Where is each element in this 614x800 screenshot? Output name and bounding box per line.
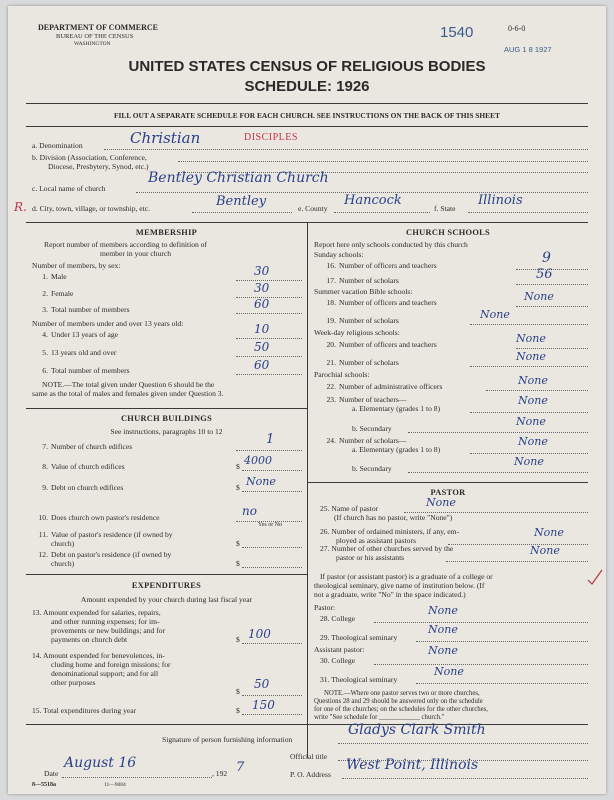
membership-intro-2: member in your church: [100, 249, 172, 258]
form-code-2: 11—9084: [104, 782, 126, 788]
q24-label: 24. Number of scholars—: [326, 436, 407, 445]
denomination-value: Christian: [130, 129, 201, 147]
q31-line: [416, 683, 588, 684]
pastor-subhead: Pastor:: [314, 603, 336, 612]
q26-label-2: ployed as assistant pastors: [336, 536, 416, 545]
q26-label: 26. Number of ordained ministers, if any, em-: [320, 527, 460, 536]
q16-label: 16. Number of officers and teachers: [326, 261, 437, 270]
membership-note-2: same as the total of males and females given under Question 3.: [32, 389, 224, 398]
q20-value: None: [516, 332, 546, 345]
q9-dollar: $: [236, 483, 240, 492]
date-label: Date: [44, 769, 59, 778]
q23a-value: None: [518, 394, 548, 407]
q14-dollar: $: [236, 687, 240, 696]
q12-line: [242, 567, 302, 568]
q9-label: 9. Debt on church edifices: [42, 483, 124, 492]
assistant-subhead: Assistant pastor:: [314, 645, 365, 654]
census-schedule-page: [8, 6, 606, 794]
q5-value: 50: [254, 340, 270, 354]
q24b-label: b. Secondary: [352, 464, 392, 473]
header-rule: [26, 103, 588, 104]
q22-line: [486, 390, 588, 391]
stamp-code: 0-6-0: [508, 24, 526, 33]
schools-heading: CHURCH SCHOOLS: [405, 228, 490, 237]
q23b-label: b. Secondary: [352, 424, 392, 433]
q12-label: 12. Debt on pastor's residence (if owned by: [38, 550, 172, 559]
buildings-intro: See instructions, paragraphs 10 to 12: [110, 427, 223, 436]
disciples-stamp: DISCIPLES: [244, 132, 298, 143]
buildings-rule: [26, 408, 307, 409]
summer-schools-label: Summer vacation Bible schools:: [314, 287, 413, 296]
q14-label-1: 14. Amount expended for benevolences, in-: [32, 651, 165, 660]
parochial-schools-label: Parochial schools:: [314, 370, 370, 379]
q1-label: 1. Male: [42, 272, 67, 281]
graduate-para-2: theological seminary, give name of institution below. (If: [314, 581, 485, 590]
q23a-line: [470, 412, 588, 413]
q17-line: [516, 284, 588, 285]
po-address-line: [342, 778, 588, 779]
q11-line: [242, 547, 302, 548]
q15-value: 150: [252, 698, 275, 712]
q9-line: [242, 491, 302, 492]
q13-line: [242, 643, 302, 644]
q18-label: 18. Number of officers and teachers: [326, 298, 437, 307]
q22-label: 22. Number of administrative officers: [326, 382, 443, 391]
instruction-banner: FILL OUT A SEPARATE SCHEDULE FOR EACH CHURCH. SEE INSTRUCTIONS ON THE BACK OF THIS SHEET: [114, 111, 500, 120]
q8-label: 8. Value of church edifices: [42, 462, 125, 471]
division-label: b. Division (Association, Conference,: [32, 153, 147, 162]
q13-value: 100: [248, 627, 271, 641]
q27-line: [446, 561, 588, 562]
q11-dollar: $: [236, 539, 240, 548]
r-mark: R.: [14, 200, 27, 214]
q31-label: 31. Theological seminary: [320, 675, 398, 684]
q31-value: None: [434, 665, 464, 678]
q8-value: 4000: [244, 454, 272, 467]
q20-line: [516, 348, 588, 349]
year-value: 7: [236, 760, 245, 775]
q15-label: 15. Total expenditures during year: [32, 706, 137, 715]
local-name-label: c. Local name of church: [32, 184, 106, 193]
q27-value: None: [530, 544, 560, 557]
q24a-label: a. Elementary (grades 1 to 8): [352, 445, 441, 454]
q16-value: 9: [542, 250, 551, 266]
signature-value: Gladys Clark Smith: [348, 722, 486, 738]
city-label: d. City, town, village, or township, etc.: [32, 204, 151, 213]
q17-value: 56: [536, 267, 553, 282]
q9-value: None: [246, 475, 276, 488]
q29-label: 29. Theological seminary: [320, 633, 398, 642]
q17-label: 17. Number of scholars: [326, 276, 399, 285]
q28-line: [374, 622, 588, 623]
received-date-stamp: AUG 1 8 1927: [504, 45, 552, 54]
county-line: [334, 212, 430, 213]
q15-line: [242, 714, 302, 715]
q30-value: None: [428, 644, 458, 657]
denomination-line: [104, 149, 588, 150]
expenditures-intro: Amount expended by your church during last fiscal year: [80, 595, 253, 604]
yes-no-hint: Yes or No: [258, 522, 283, 528]
schools-intro: Report here only schools conducted by this church: [314, 240, 468, 249]
q23b-line: [408, 432, 588, 433]
q22-value: None: [518, 374, 548, 387]
q21-label: 21. Number of scholars: [326, 358, 399, 367]
q15-dollar: $: [236, 706, 240, 715]
q8-dollar: $: [236, 462, 240, 471]
schedule-title: SCHEDULE: 1926: [244, 78, 370, 95]
q4-line: [236, 338, 302, 339]
q3-value: 60: [254, 297, 270, 311]
q4-label: 4. Under 13 years of age: [42, 330, 119, 339]
q14-label-2: cluding home and foreign missions; for: [51, 660, 171, 669]
official-title-label: Official title: [290, 752, 328, 761]
department-name: DEPARTMENT OF COMMERCE: [38, 23, 159, 32]
q25-value: None: [426, 496, 456, 509]
q3-line: [236, 313, 302, 314]
q28-label: 28. College: [320, 614, 356, 623]
expenditures-rule: [26, 574, 307, 575]
q23b-value: None: [516, 415, 546, 428]
bureau-city: WASHINGTON: [74, 41, 111, 47]
q18-line: [516, 306, 588, 307]
q13-label-2: and other running expenses; for im-: [51, 617, 160, 626]
q6-value: 60: [254, 358, 270, 372]
margin-check-mark: [586, 568, 604, 588]
footer-rule: [26, 724, 588, 725]
q3-label: 3. Total number of members: [42, 305, 130, 314]
year-prefix: , 192: [212, 769, 228, 778]
q26-value: None: [534, 526, 564, 539]
q8-line: [242, 470, 302, 471]
q14-line: [242, 695, 302, 696]
date-line: [62, 777, 212, 778]
q7-line: [236, 450, 302, 451]
q29-value: None: [428, 623, 458, 636]
q30-line: [374, 664, 588, 665]
state-line: [468, 212, 588, 213]
q14-label-4: other purposes: [51, 678, 96, 687]
graduate-para-1: If pastor (or assistant pastor) is a graduate of a college or: [320, 572, 493, 581]
expenditures-heading: EXPENDITURES: [131, 581, 202, 590]
pastor-note: NOTE.—Where one pastor serves two or more churches,: [324, 690, 480, 697]
county-value: Hancock: [344, 193, 402, 208]
state-value: Illinois: [478, 193, 523, 208]
q12-dollar: $: [236, 559, 240, 568]
q24b-line: [408, 472, 588, 473]
q11-label: 11. Value of pastor's residence (if owned by: [38, 530, 173, 539]
q27-label: 27. Number of other churches served by the: [320, 544, 454, 553]
bureau-name: BUREAU OF THE CENSUS: [56, 33, 134, 40]
signature-label: Signature of person furnishing information: [162, 735, 293, 744]
q26-line: [448, 544, 588, 545]
q2-value: 30: [254, 281, 270, 295]
date-value: August 16: [64, 755, 137, 771]
q10-value: no: [242, 504, 257, 518]
q24a-value: None: [518, 435, 548, 448]
membership-intro: Report number of members according to definition of: [44, 240, 208, 249]
po-address-value: West Point, Illinois: [346, 757, 479, 773]
membership-heading: MEMBERSHIP: [135, 228, 198, 237]
weekday-schools-label: Week-day religious schools:: [314, 328, 400, 337]
stamp-number: 1540: [440, 24, 474, 41]
pastor-note-3: for one of the churches; on the schedules for the other churches,: [314, 706, 489, 713]
q6-label: 6. Total number of members: [42, 366, 130, 375]
form-title: UNITED STATES CENSUS OF RELIGIOUS BODIES: [128, 58, 486, 75]
form-code: 8—5518a: [32, 782, 56, 788]
graduate-para-3: not a graduate, write "No" in the space indicated.): [314, 590, 466, 599]
q29-line: [416, 641, 588, 642]
q19-line: [470, 324, 588, 325]
buildings-heading: CHURCH BUILDINGS: [120, 414, 213, 423]
pastor-note-4: write "See schedule for ____________ church.": [314, 714, 445, 721]
division-label-2: Diocese, Presbytery, Synod, etc.): [48, 162, 149, 171]
q13-label-1: 13. Amount expended for salaries, repairs,: [32, 608, 161, 617]
pastor-note-2: Questions 28 and 29 should be answered only on the schedule: [314, 698, 483, 705]
q5-label: 5. 13 years old and over: [42, 348, 117, 357]
q19-label: 19. Number of scholars: [326, 316, 399, 325]
pastor-rule: [308, 482, 588, 483]
denomination-label: a. Denomination: [32, 141, 83, 150]
q12-label-2: church): [51, 559, 75, 568]
city-line: [192, 212, 292, 213]
q24b-value: None: [514, 455, 544, 468]
q14-label-3: denominational support; and for all: [51, 669, 159, 678]
q1-value: 30: [254, 264, 270, 278]
q18-value: None: [524, 290, 554, 303]
q20-label: 20. Number of officers and teachers: [326, 340, 437, 349]
membership-note: NOTE.—The total given under Question 6 should be the: [42, 380, 215, 389]
sunday-schools-label: Sunday schools:: [314, 250, 364, 259]
q11-label-2: church): [51, 539, 75, 548]
state-label: f. State: [434, 204, 456, 213]
q5-line: [236, 356, 302, 357]
po-address-label: P. O. Address: [290, 770, 331, 779]
q21-line: [470, 366, 588, 367]
q30-label: 30. College: [320, 656, 356, 665]
q23a-label: a. Elementary (grades 1 to 8): [352, 404, 441, 413]
q2-label: 2. Female: [42, 289, 74, 298]
q13-dollar: $: [236, 635, 240, 644]
county-label: e. County: [298, 204, 328, 213]
members-by-sex-label: Number of members, by sex:: [32, 261, 121, 270]
pastor-heading: PASTOR: [430, 488, 466, 497]
q10-label: 10. Does church own pastor's residence: [38, 513, 160, 522]
q6-line: [236, 374, 302, 375]
division-line: [178, 161, 588, 162]
q28-value: None: [428, 604, 458, 617]
q19-value: None: [480, 308, 510, 321]
city-value: Bentley: [216, 194, 267, 209]
q25-label: 25. Name of pastor: [320, 504, 379, 513]
q24a-line: [470, 453, 588, 454]
local-name-value: Bentley Christian Church: [148, 170, 329, 186]
q4-value: 10: [254, 322, 270, 336]
q25-hint: (If church has no pastor, write "None"): [334, 513, 453, 522]
q23-label: 23. Number of teachers—: [326, 395, 407, 404]
q13-label-3: provements or new buildings; and for: [51, 626, 166, 635]
q7-value: 1: [266, 432, 275, 447]
q13-label-4: payments on church debt: [51, 635, 128, 644]
q7-label: 7. Number of church edifices: [42, 442, 133, 451]
q21-value: None: [516, 350, 546, 363]
signature-line: [338, 743, 588, 744]
instruction-rule: [26, 126, 588, 127]
q27-label-2: pastor or his assistants: [336, 553, 405, 562]
members-by-age-label: Number of members under and over 13 years old:: [32, 319, 184, 328]
q14-value: 50: [254, 677, 270, 691]
